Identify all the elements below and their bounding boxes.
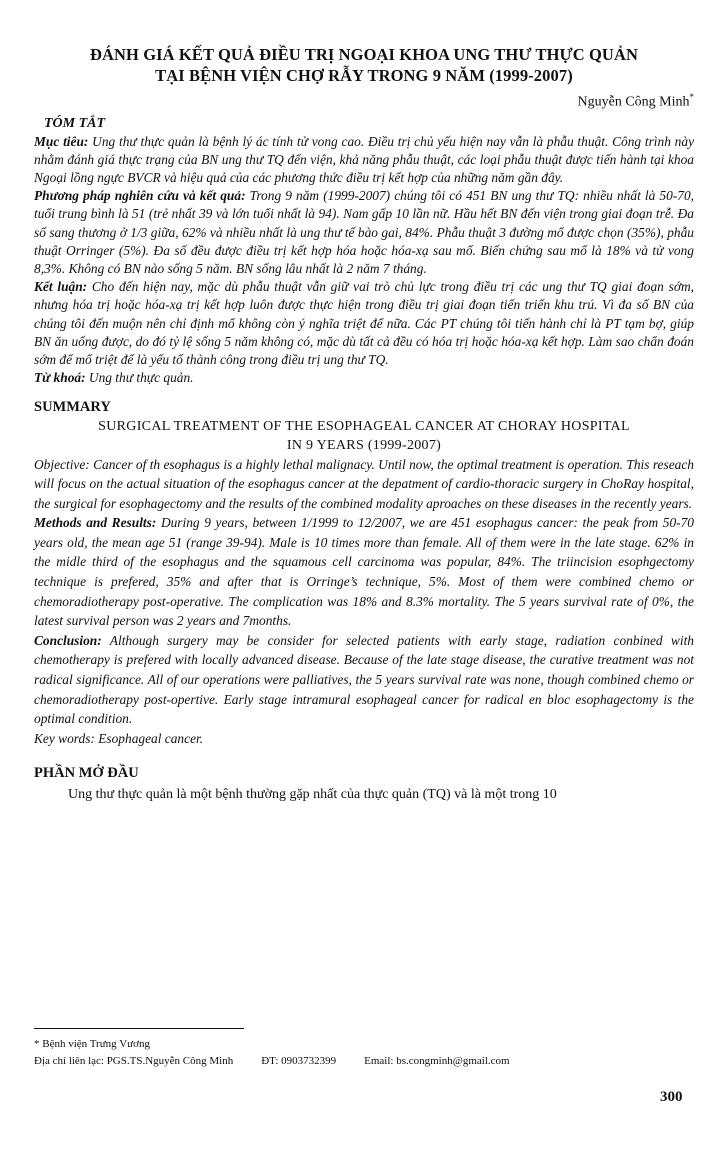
methods-text-vi: Trong 9 năm (1999-2007) chúng tôi có 451 BN ung thư TQ: nhiều nhất là 50-70, tuổi trung bình là 51 (trẻ nhất 39 và lớn tuổi nhất là 94). Nam gấp 10 lần nữ. Hầu hết BN đến viện trong giai đoạn trễ. Đa số sang thương ở 1/3 giữa, 62% và nhiều nhất là ung thư tế bào gai, 84%. Phẫu thuật 3 đường mổ được chọn (35%), phẫu thuật Orringer (5%). Đa số đều được điều trị kết hợp hóa hoặc hóa-xạ sau mổ. Biến chứng sau mổ là 18% và tử vong 8,3%. Không có BN nào sống 5 năm. BN sống lâu nhất là 2 năm 7 tháng.: [34, 188, 694, 277]
author-mark: *: [689, 92, 694, 102]
abstract-heading-vi: TÓM TẮT: [44, 115, 106, 131]
summary-methods: [34, 513, 694, 631]
conclusion-text-en: Although surgery may be consider for selected patients with early stage, radiation conbined with chemotherapy is prefered with locally advanced disease. Because of the late stage disease, the curative treatment was not radical significance. All of our operations were palliatives, the 5 years survival rate was none, though combined chemo or chemoradiotherapy post-opertive. Early stage intramural esophageal cancer for radical en bloc esophagectomy is the optimal condition.: [34, 632, 694, 727]
footnote-contact-row: [34, 1053, 694, 1070]
author: [34, 88, 694, 112]
intro-body: Ung thư thực quản là một bệnh thường gặp nhất của thực quản (TQ) và là một trong 10: [68, 787, 557, 803]
summary-conclusion: [34, 631, 694, 729]
keywords-vi: [34, 369, 694, 387]
summary-title-line-2: IN 9 YEARS (1999-2007): [286, 437, 442, 453]
footnotes: [34, 1036, 694, 1070]
title-line-1: ĐÁNH GIÁ KẾT QUẢ ĐIỀU TRỊ NGOẠI KHOA UNG THƯ THỰC QUẢN: [90, 45, 638, 64]
title-line-2: TẠI BỆNH VIỆN CHỢ RẪY TRONG 9 NĂM (1999-2007): [155, 66, 573, 85]
objective-label-vi: Mục tiêu:: [34, 133, 89, 149]
author-name: Nguyễn Công Minh: [577, 94, 690, 110]
methods-text-en: During 9 years, between 1/1999 to 12/2007, we are 451 esophagus cancer: the peak from 50-70 years old, the mean age 51 (range 39-94). Male is 10 times more than female. All of them were in the late stage. 62% in the midle third of the esophagus and the squamous cell carcinoma was popular, 84%. The triincision esophgectomy technique is prefered, 35% and after that is Orringe’s technique, 5%. Most of them were combined chemo or chemoradiotherapy post-operative. The complication was 18% and 8.3% mortality. The 5 years survival rate of 0%, the latest survival person was 2 years and 7months.: [34, 515, 694, 629]
page-number: 300: [660, 1089, 683, 1105]
summary-objective: Objective: Cancer of th esophagus is a highly lethal malignacy. Until now, the optimal treatment is operation. This reseach will focus on the actual situation of the esophagus cancer at the depatment of cardio-thoracic surgery in ChoRay hospital, the surgical for esophagectomy and the results of the combined modality aproaches on these diseases in the recently years.: [34, 456, 694, 511]
keywords-en: Key words: Esophageal cancer.: [34, 730, 204, 746]
keywords-text-vi: Ung thư thực quản.: [85, 370, 194, 386]
abstract-methods-vi: [34, 187, 694, 278]
footnote-phone: ĐT: 0903732399: [261, 1055, 337, 1067]
summary-heading: SUMMARY: [34, 398, 111, 415]
article: [34, 44, 694, 805]
summary-title-line-1: SURGICAL TREATMENT OF THE ESOPHAGEAL CANCER AT CHORAY HOSPITAL: [98, 418, 630, 434]
conclusion-label-vi: Kết luận:: [34, 279, 88, 295]
conclusion-label-en: Conclusion:: [34, 632, 102, 648]
footnote-email: Email: bs.congminh@gmail.com: [364, 1055, 510, 1067]
intro-heading: PHẦN MỞ ĐẦU: [34, 765, 139, 782]
methods-label-vi: Phương pháp nghiên cứu và kết quả:: [34, 188, 246, 204]
abstract-conclusion-vi: [34, 278, 694, 369]
conclusion-text-vi: Cho đến hiện nay, mặc dù phẫu thuật vẫn giữ vai trò chủ lực trong điều trị các ung thư TQ giai đoạn sớm, nhưng hóa trị hoặc hóa-xạ trị kết hợp luôn được thực hiện trong điều trị giai đoạn tiến triển khu trú. Vì đa số BN của chúng tôi đến muộn nên chỉ định mổ không còn ý nghĩa triệt để nữa. Các PT chúng tôi tiến hành chỉ là PT tạm bợ, giúp BN ăn uống được, do đó tỷ lệ sống 5 năm không có, mặc dù tất cả đều có hóa trị hoặc hóa-xạ kết hợp. Làm sao chẩn đoán sớm để mổ triệt để là yếu tố thành công trong điều trị ung thư TQ.: [34, 279, 694, 368]
objective-text-vi: Ung thư thực quản là bệnh lý ác tính tử vong cao. Điều trị chủ yếu hiện nay vẫn là phẫu thuật. Công trình này nhằm đánh giá thực trạng của BN ung thư TQ đến viện, khả năng phẫu thuật, các loại phẫu thuật được tiến hành tại khoa Ngoại lồng ngực BVCR và hiệu quả của các phương thức điều trị kết hợp của những năm gần đây.: [34, 133, 695, 186]
footnote-divider: [34, 1028, 244, 1029]
keywords-label-vi: Từ khoá:: [34, 370, 86, 386]
footnote-contact: Địa chỉ liên lạc: PGS.TS.Nguyễn Công Minh: [34, 1055, 234, 1067]
methods-label-en: Methods and Results:: [34, 515, 157, 531]
abstract-objective-vi: [34, 133, 694, 188]
footnote-affiliation: * Bệnh viện Trưng Vương: [34, 1038, 150, 1050]
